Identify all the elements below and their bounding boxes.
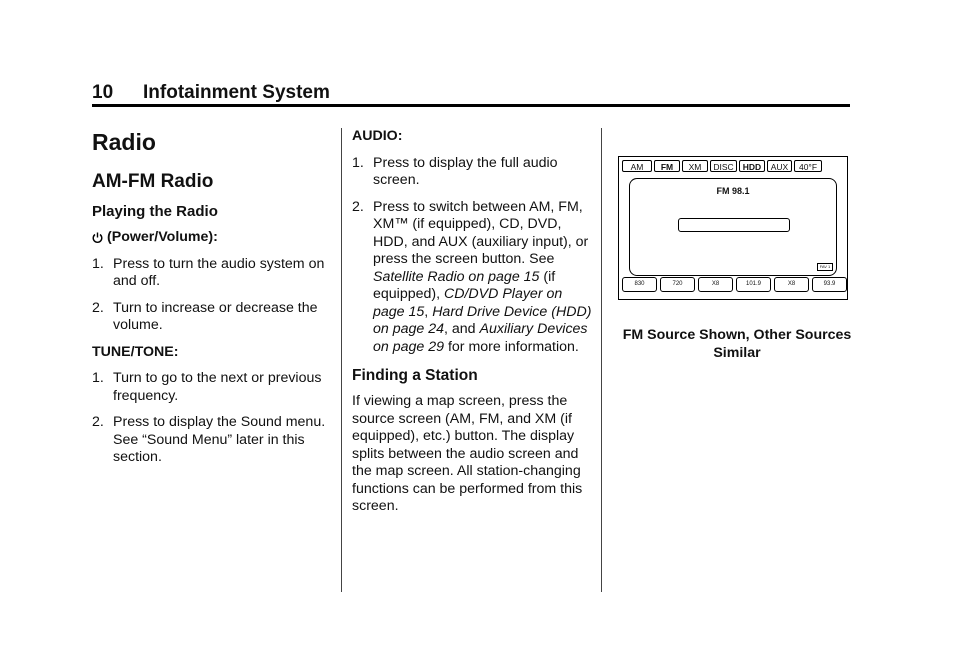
heading-finding-station: Finding a Station <box>352 367 478 384</box>
finding-station-text: If viewing a map screen, press the source screen (AM, FM, and XM (if equipped), etc.) button. The display splits between the audio screen and the map screen. All station-changing functions can be performed from this screen. <box>352 393 583 514</box>
section-title: Infotainment System <box>143 82 330 103</box>
preset-button: 101.9 <box>736 277 771 292</box>
heading-playing-radio: Playing the Radio <box>92 203 218 220</box>
tab-disc: DISC <box>710 160 737 172</box>
step-text-part: (if equipped), <box>373 268 556 302</box>
step-number: 2. <box>92 414 104 430</box>
column-divider-2 <box>601 128 602 592</box>
power-volume-label <box>92 229 332 247</box>
favorite-badge: FAV 1 <box>817 263 833 271</box>
step-text: Turn to increase or decrease the volume. <box>113 299 318 333</box>
power-label-text: (Power/Volume): <box>107 229 218 245</box>
audio-label: AUDIO: <box>352 128 403 144</box>
step-text: Turn to go to the next or previous frequency. <box>113 370 322 404</box>
tab-am: AM <box>622 160 652 172</box>
tab-aux: AUX <box>767 160 792 172</box>
step-text-part: for more information. <box>444 338 579 355</box>
page-number: 10 <box>92 82 114 103</box>
power-icon <box>92 232 103 244</box>
temperature-readout: 40°F <box>794 160 822 172</box>
station-info-bar <box>678 218 790 232</box>
power-step-1 <box>92 256 332 291</box>
preset-button: 93.9 <box>812 277 847 292</box>
step-text-part: Press to switch between AM, FM, XM™ (if equipped), CD, DVD, HDD, and AUX (auxiliary input), or press the screen button. See <box>373 198 589 267</box>
cross-reference-link[interactable]: Hard Drive Device (HDD) on page 24 <box>373 303 592 337</box>
audio-step-1 <box>352 155 594 190</box>
cross-reference-link[interactable]: Auxiliary Devices on page 29 <box>373 321 588 355</box>
column-2 <box>352 128 594 525</box>
tune-tone-label: TUNE/TONE: <box>92 343 179 360</box>
preset-button: 720 <box>660 277 695 292</box>
preset-button: 830 <box>622 277 657 292</box>
radio-screen-figure <box>618 156 848 300</box>
tab-fm: FM <box>654 160 680 172</box>
step-text-part: , <box>424 303 433 320</box>
step-text <box>373 199 594 357</box>
step-text-part: , and <box>444 321 480 337</box>
power-step-2 <box>92 300 332 335</box>
tab-hdd: HDD <box>739 160 765 172</box>
step-text: Press to turn the audio system on and off. <box>113 255 325 289</box>
source-tabs <box>622 160 822 172</box>
step-number: 2. <box>92 299 104 316</box>
step-text: Press to display the Sound menu. See “Sound Menu” later in this section. <box>113 414 326 465</box>
heading-am-fm-radio: AM-FM Radio <box>92 171 214 192</box>
cross-reference-link[interactable]: CD/DVD Player on page 15 <box>373 286 563 320</box>
step-number: 1. <box>352 154 364 171</box>
station-display <box>629 178 837 276</box>
station-frequency: FM 98.1 <box>716 186 750 196</box>
column-divider-1 <box>341 128 342 592</box>
tab-xm: XM <box>682 160 708 172</box>
step-number: 1. <box>92 255 104 272</box>
column-1 <box>92 128 332 476</box>
heading-radio: Radio <box>92 129 156 155</box>
step-text: Press to display the full audio screen. <box>373 154 558 188</box>
header-divider <box>92 104 850 107</box>
tune-step-1 <box>92 370 332 405</box>
audio-step-2 <box>352 199 594 357</box>
figure-caption: FM Source Shown, Other Sources Similar <box>622 327 852 361</box>
tune-step-2 <box>92 414 332 467</box>
cross-reference-link[interactable]: Satellite Radio on page 15 <box>373 268 540 285</box>
preset-button: X8 <box>774 277 809 292</box>
step-number: 1. <box>92 370 104 386</box>
step-number: 2. <box>352 198 364 215</box>
preset-buttons <box>622 277 847 292</box>
preset-button: X8 <box>698 277 733 292</box>
